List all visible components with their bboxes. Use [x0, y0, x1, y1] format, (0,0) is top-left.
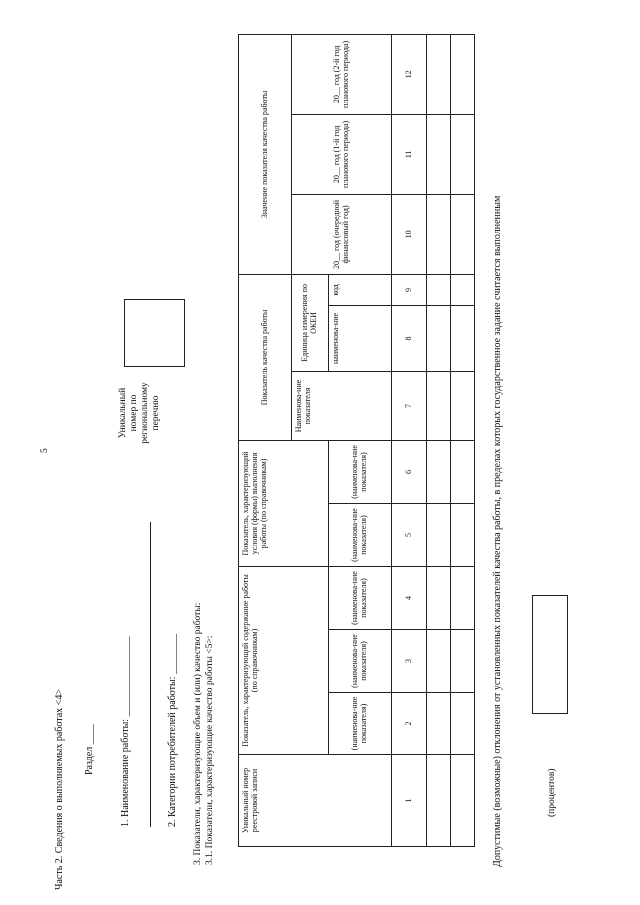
- column-number: 2: [392, 693, 427, 755]
- table-row: [451, 34, 475, 846]
- table-cell[interactable]: [427, 440, 451, 503]
- table-cell[interactable]: [451, 755, 475, 847]
- col-header-sub-indicator: (наименова-ние показателя): [329, 566, 392, 629]
- work-name-second-line: [150, 522, 151, 827]
- table-cell[interactable]: [427, 371, 451, 440]
- col-header-year3: 20__ год (2-й год планового периода): [292, 34, 392, 114]
- table-cell[interactable]: [451, 305, 475, 371]
- table-cell[interactable]: [427, 305, 451, 371]
- work-name-label: 1. Наименование работы: ________________: [120, 636, 131, 827]
- quality-label: 3.1. Показатели, характеризующие качество работы <5>:: [205, 635, 215, 865]
- col-header-sub-indicator: (наименова-ние показателя): [329, 693, 392, 755]
- table-cell[interactable]: [451, 274, 475, 305]
- column-number: 9: [392, 274, 427, 305]
- column-number: 12: [392, 34, 427, 114]
- table-cell[interactable]: [427, 194, 451, 274]
- column-number: 7: [392, 371, 427, 440]
- table-cell[interactable]: [427, 503, 451, 566]
- column-number: 11: [392, 114, 427, 194]
- column-number: 6: [392, 440, 427, 503]
- col-header-year2: 20__ год (1-й год планового периода): [292, 114, 392, 194]
- col-header-values: Значение показателя качества работы: [239, 34, 292, 274]
- deviation-percent-box[interactable]: [532, 595, 568, 714]
- col-header-conditions: Показатель, характеризующий условия (формы) выполнения работы (по справочникам): [239, 440, 329, 566]
- col-header-sub-indicator: (наименова-ние показателя): [329, 440, 392, 503]
- section-label: Раздел ____: [84, 724, 95, 775]
- col-header-registry-number: Уникальный номер реестровой записи: [239, 755, 392, 847]
- table-cell[interactable]: [451, 114, 475, 194]
- part-title: Часть 2. Сведения о выполняемых работах <4>: [54, 689, 65, 890]
- col-header-indicator-group: Показатель качества работы: [239, 274, 292, 440]
- table-cell[interactable]: [451, 503, 475, 566]
- table-cell[interactable]: [427, 755, 451, 847]
- table-cell[interactable]: [451, 566, 475, 629]
- quality-indicators-table: [238, 34, 475, 847]
- table-cell[interactable]: [427, 34, 451, 114]
- column-number: 1: [392, 755, 427, 847]
- percent-label: (процентов): [547, 768, 557, 817]
- deviation-text: Допустимые (возможные) отклонения от установленных показателей качества работы, в пределах которых государственное задание считается выполненным: [492, 195, 503, 867]
- page-number: 5: [40, 448, 50, 453]
- col-header-sub-indicator: (наименова-ние показателя): [329, 630, 392, 693]
- column-number: 4: [392, 566, 427, 629]
- column-number: 3: [392, 630, 427, 693]
- table-cell[interactable]: [427, 274, 451, 305]
- table-cell[interactable]: [427, 693, 451, 755]
- unique-number-box-label: Уникальный номер по региональному перечню: [118, 382, 161, 444]
- column-number: 5: [392, 503, 427, 566]
- col-header-unit-name: наименова-ние: [329, 305, 392, 371]
- unique-number-box[interactable]: [124, 299, 185, 367]
- column-number: 8: [392, 305, 427, 371]
- column-number: 10: [392, 194, 427, 274]
- indicators-label: 3. Показатели, характеризующие объем и (или) качество работы:: [193, 602, 203, 865]
- col-header-indicator-name: Наименова-ние показателя: [292, 371, 392, 440]
- table-cell[interactable]: [451, 194, 475, 274]
- col-header-year1: 20__ год (очередной финансовый год): [292, 194, 392, 274]
- col-header-content: Показатель, характеризующий содержание работы (по справочникам): [239, 566, 329, 754]
- table-cell[interactable]: [451, 630, 475, 693]
- col-header-unit-code: код: [329, 274, 392, 305]
- table-row: [427, 34, 451, 846]
- table-cell[interactable]: [451, 371, 475, 440]
- table-cell[interactable]: [451, 693, 475, 755]
- col-header-unit: Единица измерения по ОКЕИ: [292, 274, 329, 371]
- col-header-sub-indicator: (наименова-ние показателя): [329, 503, 392, 566]
- consumers-label: 2. Категории потребителей работы: ________: [167, 633, 178, 827]
- table-cell[interactable]: [427, 630, 451, 693]
- table-cell[interactable]: [451, 34, 475, 114]
- table-cell[interactable]: [427, 566, 451, 629]
- table-cell[interactable]: [427, 114, 451, 194]
- table-cell[interactable]: [451, 440, 475, 503]
